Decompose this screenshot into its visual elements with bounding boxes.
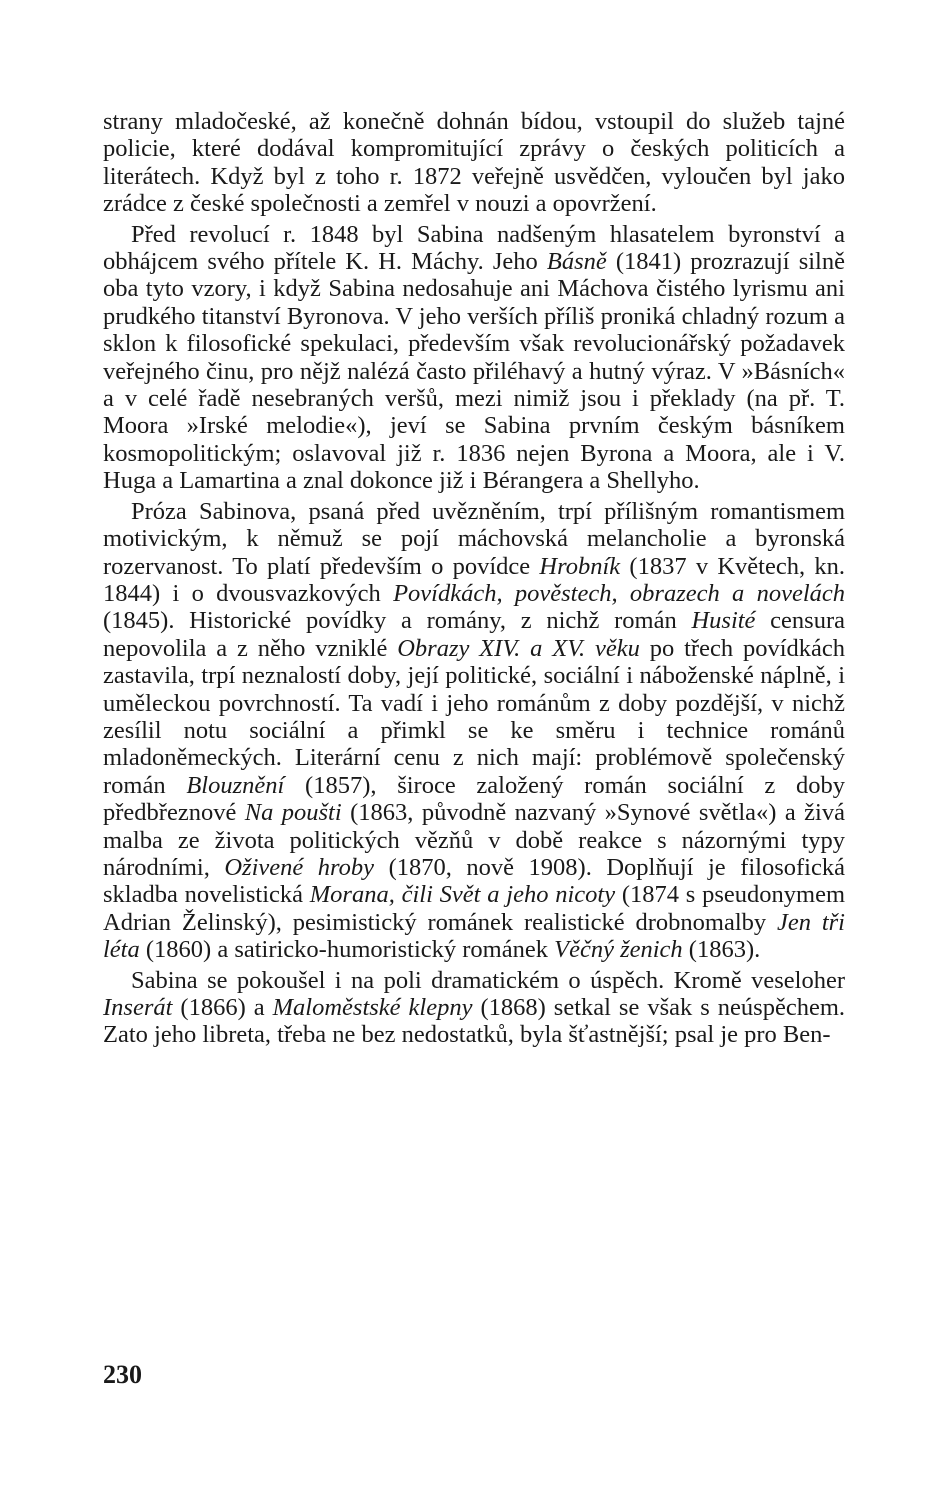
paragraph-1 xyxy=(103,108,845,218)
title-italic: Na poušti xyxy=(244,799,342,827)
paragraph-3 xyxy=(103,498,845,964)
text-segment: (1866) a xyxy=(172,994,273,1021)
text-segment: (1874 s pseudonymem Adrian Želinský), pesimistický románek realistické drobnomalby xyxy=(103,881,845,936)
text-segment: strany mladočeské, až konečně dohnán bídou, vstoupil do služeb tajné policie, které dodával kompromitující zprávy o českých politicích a literátech. Když byl z toho r. 1872 veřejně usvědčen, vyloučen byl jako zrádce z české společnosti a zemřel v nouzi a opovržení. xyxy=(103,108,845,218)
text-segment: Sabina se pokoušel i na poli dramatickém o úspěch. Kromě veseloher xyxy=(131,966,845,994)
text-segment: (1868) setkal se však s neúspěchem. Zato jeho libreta, třeba ne bez nedostatků, byla šťastnější; psal je pro Ben- xyxy=(103,994,845,1049)
text-segment: censura nepovolila a z něho vzniklé xyxy=(103,607,845,662)
page-number: 230 xyxy=(103,1360,142,1389)
text-segment: (1841) prozrazují silně oba tyto vzory, i když Sabina nedosahuje ani Máchova čistého lyrismu ani prudkého titanství Byronova. V jeho verších příliš proniká chladný rozum a sklon k filosofické spekulaci, především však revolucionářský požadavek veřejného činu, pro nějž nalézá často přiléhavý a hutný výraz. V »Básních« a v celé řadě nesebraných veršů, mezi nimiž jsou i překlady (na př. T. Moora »Irské melodie«), jeví se Sabina prvním českým básníkem kosmopolitickým; oslavoval již r. 1836 nejen Byrona a Moora, ale i V. Huga a Lamartina a znal dokonce již i Bérangera a Shellyho. xyxy=(103,248,845,495)
text-segment: (1857), široce založený román sociální z doby předbřeznové xyxy=(103,771,845,827)
title-italic: Blouznění xyxy=(186,771,285,799)
text-segment: Próza Sabinova, psaná před uvězněním, trpí přílišným romantismem motivickým, k němuž se pojí máchovská melancholie a byronská rozervanost. To platí především o povídce xyxy=(103,497,845,580)
text-segment: Před revolucí r. 1848 byl Sabina nadšeným hlasatelem byronství a obhájcem svého přítele K. H. Máchy. Jeho xyxy=(103,220,845,276)
text-segment: po třech povídkách zastavila, trpí neznalostí doby, její politické, sociální i náboženské náplně, i uměleckou povrchností. Ta vadí i jeho románům z doby pozdější, v nichž zesílil notu sociální a přimkl se ke směru i technice románů mladoněmeckých. Literární cenu z nich mají: problémově společenský román xyxy=(103,634,845,799)
title-italic: Oživené hroby xyxy=(224,853,375,881)
text-segment: (1837 v Květech, kn. 1844) i o dvousvazkových xyxy=(103,552,845,607)
text-segment: (1860) a satiricko-humoristický románek xyxy=(139,936,555,964)
text-segment: (1863, původně nazvaný »Synové světla«) a živá malba ze života politických vězňů v době reakce s názornými typy národními, xyxy=(103,799,845,881)
page-text xyxy=(103,108,845,1049)
text-segment: (1845). Historické povídky a romány, z nichž román xyxy=(103,607,692,635)
title-italic: Obrazy XIV. a XV. věku xyxy=(397,634,640,662)
text-segment: (1863). xyxy=(682,936,761,964)
text-segment: (1870, nově 1908). Doplňují je filosofická skladba novelistická xyxy=(103,853,845,909)
title-italic: Morana, čili Svět a jeho nicoty xyxy=(309,881,616,909)
title-italic: Hrobník xyxy=(539,552,621,580)
title-italic: Povídkách, pověstech, obrazech a novelách xyxy=(393,579,846,607)
title-italic: Jen tři léta xyxy=(103,908,845,964)
title-italic: Básně xyxy=(546,248,607,276)
title-italic: Husité xyxy=(691,607,756,635)
title-italic: Inserát xyxy=(103,994,173,1021)
paragraph-4 xyxy=(103,967,845,1049)
title-italic: Věčný ženich xyxy=(554,936,683,964)
paragraph-2 xyxy=(103,221,845,495)
title-italic: Maloměstské klepny xyxy=(272,994,473,1021)
